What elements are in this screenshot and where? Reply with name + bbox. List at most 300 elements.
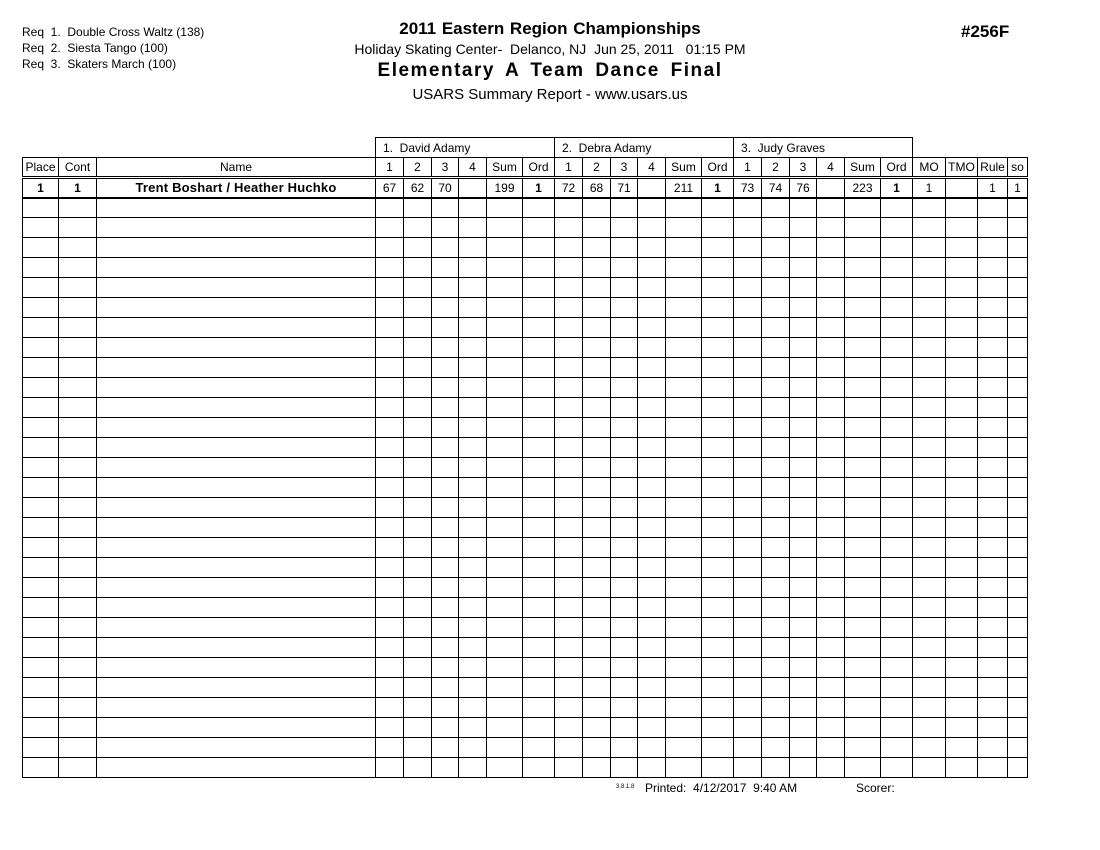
cell-ord <box>523 638 555 658</box>
cell-j2-sum: 211 <box>666 178 702 198</box>
cell-score <box>734 418 762 438</box>
cell-score <box>555 558 583 578</box>
cell-rule <box>978 538 1008 558</box>
cell-ord <box>523 558 555 578</box>
cell-mo <box>913 558 946 578</box>
cell-score <box>734 638 762 658</box>
cell-score <box>459 458 487 478</box>
cell-so <box>1008 658 1028 678</box>
cell-score <box>638 418 666 438</box>
cell-mo <box>913 438 946 458</box>
cell-rule <box>978 238 1008 258</box>
cell-ord <box>523 538 555 558</box>
cell-score <box>734 758 762 778</box>
cell-score <box>762 198 790 218</box>
cell-so <box>1008 498 1028 518</box>
cell-j1-score-4 <box>459 178 487 198</box>
cell-sum <box>666 298 702 318</box>
cell-score <box>555 458 583 478</box>
col-header-place: Place <box>23 158 59 178</box>
cell-score <box>555 398 583 418</box>
cell-score <box>459 378 487 398</box>
cell-score <box>790 678 817 698</box>
cell-name <box>97 578 376 598</box>
cell-score <box>762 658 790 678</box>
cell-mo <box>913 198 946 218</box>
cell-score <box>638 318 666 338</box>
cell-score <box>734 218 762 238</box>
cell-score <box>762 478 790 498</box>
cell-place: 1 <box>23 178 59 198</box>
col-header-j1-ord: Ord <box>523 158 555 178</box>
cell-score <box>611 598 638 618</box>
cell-score <box>404 498 432 518</box>
cell-rule <box>978 358 1008 378</box>
cell-sum <box>666 598 702 618</box>
cell-score <box>790 318 817 338</box>
cell-place <box>23 638 59 658</box>
requirement-3: Req 3. Skaters March (100) <box>22 57 177 71</box>
cell-rule <box>978 218 1008 238</box>
cell-ord <box>881 418 913 438</box>
cell-score <box>555 578 583 598</box>
empty-row <box>23 618 1028 638</box>
cell-ord <box>702 498 734 518</box>
cell-score <box>404 558 432 578</box>
cell-score <box>790 258 817 278</box>
cell-sum <box>666 738 702 758</box>
cell-score <box>611 618 638 638</box>
cell-score <box>638 198 666 218</box>
cell-ord <box>881 718 913 738</box>
cell-place <box>23 738 59 758</box>
cell-mo <box>913 498 946 518</box>
cell-sum <box>487 758 523 778</box>
cell-score <box>432 478 459 498</box>
cell-ord <box>881 638 913 658</box>
cell-score <box>734 398 762 418</box>
cell-name <box>97 698 376 718</box>
cell-ord <box>702 358 734 378</box>
cell-j1-ord: 1 <box>523 178 555 198</box>
cell-score <box>459 498 487 518</box>
cell-rule <box>978 418 1008 438</box>
cell-cont: 1 <box>59 178 97 198</box>
cell-cont <box>59 538 97 558</box>
col-header-j2-ord: Ord <box>702 158 734 178</box>
cell-so <box>1008 638 1028 658</box>
cell-name <box>97 238 376 258</box>
cell-rule <box>978 198 1008 218</box>
cell-name <box>97 258 376 278</box>
cell-score <box>376 518 404 538</box>
cell-score <box>555 598 583 618</box>
cell-score <box>790 338 817 358</box>
cell-ord <box>523 418 555 438</box>
cell-ord <box>881 298 913 318</box>
cell-score <box>432 698 459 718</box>
cell-j2-ord: 1 <box>702 178 734 198</box>
cell-sum <box>845 598 881 618</box>
title-block <box>0 19 1100 103</box>
cell-cont <box>59 318 97 338</box>
cell-so <box>1008 338 1028 358</box>
cell-ord <box>702 478 734 498</box>
cell-ord <box>702 338 734 358</box>
cell-ord <box>881 738 913 758</box>
championship-title: 2011 Eastern Region Championships <box>399 19 701 38</box>
cell-cont <box>59 518 97 538</box>
cell-score <box>611 458 638 478</box>
cell-tmo <box>946 458 978 478</box>
cell-so <box>1008 518 1028 538</box>
cell-j1-score-2: 62 <box>404 178 432 198</box>
cell-place <box>23 598 59 618</box>
cell-score <box>817 598 845 618</box>
cell-score <box>459 278 487 298</box>
cell-cont <box>59 358 97 378</box>
cell-sum <box>666 558 702 578</box>
cell-score <box>611 398 638 418</box>
cell-tmo <box>946 738 978 758</box>
cell-score <box>555 238 583 258</box>
cell-score <box>611 738 638 758</box>
cell-score <box>459 618 487 638</box>
cell-score <box>404 198 432 218</box>
cell-mo <box>913 658 946 678</box>
cell-mo <box>913 598 946 618</box>
cell-score <box>638 718 666 738</box>
cell-ord <box>523 358 555 378</box>
cell-score <box>611 198 638 218</box>
cell-ord <box>881 698 913 718</box>
cell-score <box>611 578 638 598</box>
cell-cont <box>59 258 97 278</box>
cell-rule <box>978 578 1008 598</box>
cell-score <box>817 738 845 758</box>
cell-score <box>583 578 611 598</box>
cell-score <box>555 258 583 278</box>
cell-place <box>23 718 59 738</box>
cell-score <box>404 278 432 298</box>
cell-score <box>555 318 583 338</box>
cell-cont <box>59 558 97 578</box>
cell-mo <box>913 618 946 638</box>
cell-score <box>583 438 611 458</box>
col-header-j1-4: 4 <box>459 158 487 178</box>
cell-score <box>611 538 638 558</box>
cell-score <box>817 418 845 438</box>
cell-score <box>734 478 762 498</box>
cell-score <box>376 258 404 278</box>
cell-place <box>23 698 59 718</box>
empty-row <box>23 198 1028 218</box>
cell-sum <box>487 378 523 398</box>
col-header-j1-sum: Sum <box>487 158 523 178</box>
cell-sum <box>487 398 523 418</box>
col-header-rule: Rule <box>978 158 1008 178</box>
cell-score <box>734 318 762 338</box>
cell-score <box>734 438 762 458</box>
cell-name <box>97 718 376 738</box>
cell-score <box>611 698 638 718</box>
cell-name <box>97 598 376 618</box>
cell-score <box>611 558 638 578</box>
cell-ord <box>702 298 734 318</box>
cell-score <box>583 198 611 218</box>
cell-score <box>817 258 845 278</box>
cell-sum <box>666 638 702 658</box>
cell-score <box>762 458 790 478</box>
cell-rule <box>978 298 1008 318</box>
cell-score <box>734 198 762 218</box>
cell-sum <box>487 638 523 658</box>
cell-sum <box>487 658 523 678</box>
cell-sum <box>666 458 702 478</box>
cell-score <box>376 198 404 218</box>
cell-mo <box>913 538 946 558</box>
cell-score <box>555 378 583 398</box>
cell-score <box>790 538 817 558</box>
cell-score <box>459 598 487 618</box>
cell-sum <box>666 258 702 278</box>
cell-j1-sum: 199 <box>487 178 523 198</box>
cell-sum <box>666 198 702 218</box>
cell-ord <box>523 758 555 778</box>
cell-score <box>404 398 432 418</box>
cell-sum <box>487 358 523 378</box>
cell-tmo <box>946 698 978 718</box>
cell-j3-ord: 1 <box>881 178 913 198</box>
cell-ord <box>523 478 555 498</box>
cell-score <box>555 658 583 678</box>
cell-score <box>376 598 404 618</box>
cell-score <box>376 738 404 758</box>
cell-name <box>97 758 376 778</box>
cell-ord <box>881 518 913 538</box>
cell-j1-score-1: 67 <box>376 178 404 198</box>
cell-sum <box>845 418 881 438</box>
cell-so <box>1008 738 1028 758</box>
cell-tmo <box>946 178 978 198</box>
cell-so <box>1008 598 1028 618</box>
empty-row <box>23 458 1028 478</box>
cell-score <box>459 358 487 378</box>
cell-sum <box>487 738 523 758</box>
cell-score <box>432 198 459 218</box>
cell-so <box>1008 378 1028 398</box>
cell-score <box>817 478 845 498</box>
cell-sum <box>666 278 702 298</box>
cell-score <box>734 558 762 578</box>
cell-name <box>97 738 376 758</box>
cell-cont <box>59 418 97 438</box>
cell-score <box>638 698 666 718</box>
cell-name <box>97 638 376 658</box>
cell-ord <box>523 598 555 618</box>
cell-place <box>23 518 59 538</box>
cell-score <box>790 358 817 378</box>
cell-name <box>97 398 376 418</box>
cell-score <box>790 458 817 478</box>
cell-j3-score-4 <box>817 178 845 198</box>
cell-ord <box>523 518 555 538</box>
col-header-tmo: TMO <box>946 158 978 178</box>
cell-score <box>817 538 845 558</box>
cell-score <box>404 718 432 738</box>
cell-name <box>97 678 376 698</box>
cell-place <box>23 418 59 438</box>
cell-sum <box>487 458 523 478</box>
cell-score <box>762 378 790 398</box>
cell-sum <box>845 358 881 378</box>
cell-so <box>1008 258 1028 278</box>
cell-score <box>376 318 404 338</box>
cell-ord <box>702 618 734 638</box>
cell-sum <box>845 678 881 698</box>
cell-tmo <box>946 618 978 638</box>
cell-score <box>734 678 762 698</box>
cell-score <box>762 258 790 278</box>
cell-tmo <box>946 298 978 318</box>
cell-score <box>611 478 638 498</box>
cell-score <box>762 538 790 558</box>
cell-sum <box>845 438 881 458</box>
cell-score <box>611 258 638 278</box>
cell-name <box>97 478 376 498</box>
cell-score <box>376 398 404 418</box>
cell-score <box>762 558 790 578</box>
cell-rule <box>978 438 1008 458</box>
cell-tmo <box>946 678 978 698</box>
cell-rule <box>978 498 1008 518</box>
cell-place <box>23 658 59 678</box>
cell-sum <box>487 478 523 498</box>
cell-cont <box>59 498 97 518</box>
cell-mo <box>913 678 946 698</box>
cell-score <box>817 518 845 538</box>
cell-place <box>23 338 59 358</box>
cell-score <box>376 478 404 498</box>
col-header-so: so <box>1008 158 1028 178</box>
cell-place <box>23 358 59 378</box>
cell-ord <box>881 758 913 778</box>
cell-score <box>404 638 432 658</box>
report-line: USARS Summary Report - www.usars.us <box>412 86 688 103</box>
cell-mo <box>913 738 946 758</box>
cell-sum <box>487 258 523 278</box>
cell-score <box>432 418 459 438</box>
cell-j3-score-1: 73 <box>734 178 762 198</box>
cell-mo <box>913 238 946 258</box>
cell-score <box>790 718 817 738</box>
cell-score <box>762 698 790 718</box>
cell-name <box>97 298 376 318</box>
empty-row <box>23 578 1028 598</box>
cell-ord <box>881 678 913 698</box>
cell-score <box>555 738 583 758</box>
cell-place <box>23 298 59 318</box>
cell-score <box>583 698 611 718</box>
cell-score <box>583 398 611 418</box>
col-header-j2-3: 3 <box>611 158 638 178</box>
judge-header-1: 1. David Adamy <box>376 138 555 158</box>
cell-sum <box>666 478 702 498</box>
cell-mo <box>913 298 946 318</box>
cell-ord <box>881 278 913 298</box>
cell-score <box>404 458 432 478</box>
cell-score <box>611 218 638 238</box>
cell-cont <box>59 638 97 658</box>
cell-rule <box>978 458 1008 478</box>
cell-tmo <box>946 238 978 258</box>
cell-ord <box>702 218 734 238</box>
cell-sum <box>845 738 881 758</box>
cell-mo <box>913 578 946 598</box>
cell-tmo <box>946 478 978 498</box>
cell-sum <box>666 578 702 598</box>
cell-score <box>583 598 611 618</box>
cell-score <box>432 298 459 318</box>
cell-score <box>611 438 638 458</box>
cell-score <box>459 638 487 658</box>
empty-row <box>23 718 1028 738</box>
cell-score <box>734 298 762 318</box>
cell-cont <box>59 478 97 498</box>
cell-place <box>23 558 59 578</box>
cell-score <box>376 638 404 658</box>
cell-rule <box>978 378 1008 398</box>
cell-rule <box>978 278 1008 298</box>
cell-place <box>23 378 59 398</box>
cell-tmo <box>946 198 978 218</box>
cell-sum <box>487 518 523 538</box>
cell-ord <box>523 738 555 758</box>
cell-sum <box>666 538 702 558</box>
cell-j3-sum: 223 <box>845 178 881 198</box>
cell-tmo <box>946 578 978 598</box>
cell-score <box>459 398 487 418</box>
cell-score <box>638 738 666 758</box>
cell-mo <box>913 638 946 658</box>
cell-score <box>817 278 845 298</box>
cell-score <box>734 358 762 378</box>
cell-tmo <box>946 258 978 278</box>
cell-score <box>459 318 487 338</box>
cell-sum <box>487 238 523 258</box>
cell-sum <box>845 338 881 358</box>
cell-score <box>583 218 611 238</box>
cell-score <box>459 738 487 758</box>
cell-ord <box>523 318 555 338</box>
cell-score <box>734 458 762 478</box>
cell-score <box>555 198 583 218</box>
col-header-j3-4: 4 <box>817 158 845 178</box>
cell-score <box>404 738 432 758</box>
cell-score <box>404 618 432 638</box>
cell-cont <box>59 658 97 678</box>
cell-score <box>555 278 583 298</box>
cell-score <box>404 438 432 458</box>
cell-score <box>762 438 790 458</box>
cell-score <box>734 718 762 738</box>
cell-score <box>404 238 432 258</box>
cell-score <box>376 718 404 738</box>
cell-tmo <box>946 498 978 518</box>
cell-sum <box>487 498 523 518</box>
cell-rule <box>978 318 1008 338</box>
cell-sum <box>845 498 881 518</box>
